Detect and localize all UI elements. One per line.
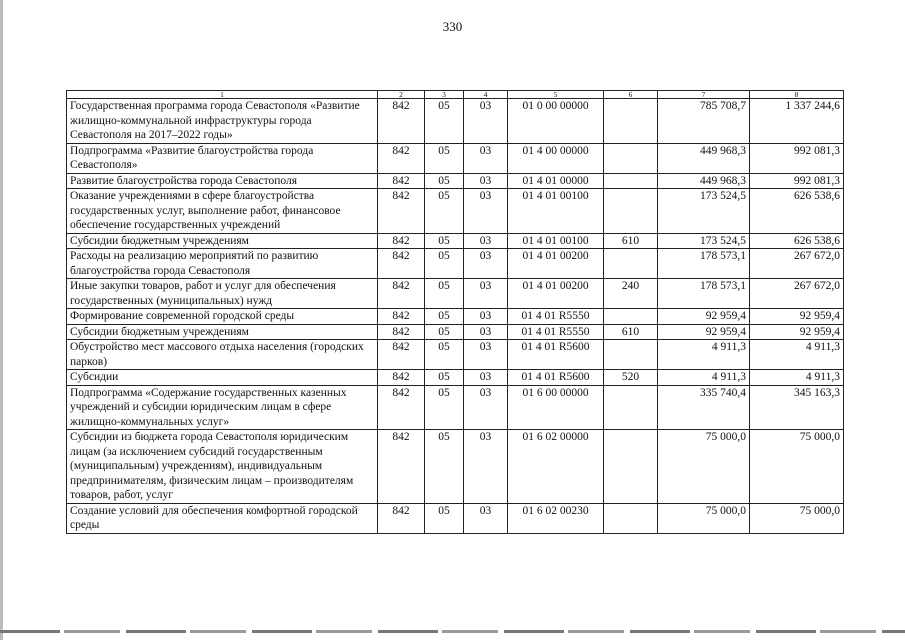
table-row [67, 309, 844, 325]
expense-type-cell [604, 173, 658, 189]
amount-year2-cell: 4 911,3 [750, 340, 844, 370]
section-code-cell: 05 [425, 309, 464, 325]
column-header: 2 [378, 91, 425, 99]
subsection-code-cell: 03 [464, 430, 508, 504]
target-article-cell: 01 4 00 00000 [508, 143, 604, 173]
gr-code-cell: 842 [378, 99, 425, 144]
target-article-cell: 01 4 01 00100 [508, 189, 604, 234]
row-name-cell: Подпрограмма «Содержание государственных казенных учреждений и субсидии юридическим лицам в сфере жилищно-коммунальных услуг» [67, 385, 378, 430]
column-header: 8 [750, 91, 844, 99]
target-article-cell: 01 4 01 R5550 [508, 309, 604, 325]
row-name-cell: Оказание учреждениями в сфере благоустройства государственных услуг, выполнение работ, финансовое обеспечение государственных учреждений [67, 189, 378, 234]
section-code-cell: 05 [425, 233, 464, 249]
gr-code-cell: 842 [378, 189, 425, 234]
row-name-cell: Иные закупки товаров, работ и услуг для обеспечения государственных (муниципальных) нужд [67, 279, 378, 309]
expense-type-cell: 610 [604, 233, 658, 249]
amount-year1-cell: 173 524,5 [658, 233, 750, 249]
expense-type-cell: 520 [604, 370, 658, 386]
target-article-cell: 01 4 01 00100 [508, 233, 604, 249]
subsection-code-cell: 03 [464, 324, 508, 340]
amount-year2-cell: 267 672,0 [750, 249, 844, 279]
target-article-cell: 01 4 01 R5550 [508, 324, 604, 340]
section-code-cell: 05 [425, 173, 464, 189]
subsection-code-cell: 03 [464, 503, 508, 533]
target-article-cell: 01 6 00 00000 [508, 385, 604, 430]
subsection-code-cell: 03 [464, 233, 508, 249]
table-row [67, 385, 844, 430]
subsection-code-cell: 03 [464, 385, 508, 430]
expense-type-cell: 240 [604, 279, 658, 309]
gr-code-cell: 842 [378, 503, 425, 533]
gr-code-cell: 842 [378, 173, 425, 189]
expense-type-cell [604, 309, 658, 325]
amount-year2-cell: 75 000,0 [750, 503, 844, 533]
subsection-code-cell: 03 [464, 143, 508, 173]
row-name-cell: Субсидии [67, 370, 378, 386]
target-article-cell: 01 4 01 R5600 [508, 370, 604, 386]
subsection-code-cell: 03 [464, 173, 508, 189]
table-row [67, 189, 844, 234]
page-number: 330 [442, 19, 463, 34]
table-row [67, 430, 844, 504]
subsection-code-cell: 03 [464, 249, 508, 279]
table-row [67, 324, 844, 340]
expense-type-cell [604, 99, 658, 144]
target-article-cell: 01 4 01 R5600 [508, 340, 604, 370]
gr-code-cell: 842 [378, 370, 425, 386]
row-name-cell: Субсидии из бюджета города Севастополя юридическим лицам (за исключением субсидий государственным (муниципальным) учреждениям), индивидуальным предпринимателям, физическим лицам – производителям товаров, работ, услуг [67, 430, 378, 504]
gr-code-cell: 842 [378, 324, 425, 340]
subsection-code-cell: 03 [464, 309, 508, 325]
amount-year2-cell: 1 337 244,6 [750, 99, 844, 144]
expense-type-cell [604, 503, 658, 533]
section-code-cell: 05 [425, 340, 464, 370]
amount-year2-cell: 92 959,4 [750, 324, 844, 340]
column-header: 3 [425, 91, 464, 99]
gr-code-cell: 842 [378, 430, 425, 504]
amount-year1-cell: 75 000,0 [658, 430, 750, 504]
amount-year1-cell: 785 708,7 [658, 99, 750, 144]
amount-year1-cell: 178 573,1 [658, 249, 750, 279]
table-row [67, 143, 844, 173]
amount-year1-cell: 335 740,4 [658, 385, 750, 430]
amount-year2-cell: 626 538,6 [750, 189, 844, 234]
gr-code-cell: 842 [378, 340, 425, 370]
amount-year2-cell: 4 911,3 [750, 370, 844, 386]
gr-code-cell: 842 [378, 385, 425, 430]
expense-type-cell: 610 [604, 324, 658, 340]
amount-year2-cell: 267 672,0 [750, 279, 844, 309]
amount-year1-cell: 4 911,3 [658, 340, 750, 370]
subsection-code-cell: 03 [464, 189, 508, 234]
section-code-cell: 05 [425, 143, 464, 173]
table-row [67, 233, 844, 249]
subsection-code-cell: 03 [464, 340, 508, 370]
row-name-cell: Создание условий для обеспечения комфортной городской среды [67, 503, 378, 533]
scan-edge [0, 0, 3, 640]
expense-type-cell [604, 385, 658, 430]
target-article-cell: 01 6 02 00000 [508, 430, 604, 504]
gr-code-cell: 842 [378, 249, 425, 279]
amount-year1-cell: 92 959,4 [658, 309, 750, 325]
column-header: 1 [67, 91, 378, 99]
amount-year2-cell: 92 959,4 [750, 309, 844, 325]
amount-year1-cell: 449 968,3 [658, 143, 750, 173]
section-code-cell: 05 [425, 279, 464, 309]
amount-year2-cell: 345 163,3 [750, 385, 844, 430]
column-header: 7 [658, 91, 750, 99]
row-name-cell: Субсидии бюджетным учреждениям [67, 324, 378, 340]
expense-type-cell [604, 249, 658, 279]
table-row [67, 173, 844, 189]
column-header: 4 [464, 91, 508, 99]
target-article-cell: 01 4 01 00000 [508, 173, 604, 189]
subsection-code-cell: 03 [464, 370, 508, 386]
amount-year2-cell: 75 000,0 [750, 430, 844, 504]
target-article-cell: 01 0 00 00000 [508, 99, 604, 144]
table-row [67, 99, 844, 144]
subsection-code-cell: 03 [464, 99, 508, 144]
row-name-cell: Субсидии бюджетным учреждениям [67, 233, 378, 249]
gr-code-cell: 842 [378, 233, 425, 249]
table-row [67, 340, 844, 370]
row-name-cell: Расходы на реализацию мероприятий по развитию благоустройства города Севастополя [67, 249, 378, 279]
row-name-cell: Подпрограмма «Развитие благоустройства города Севастополя» [67, 143, 378, 173]
row-name-cell: Обустройство мест массового отдыха населения (городских парков) [67, 340, 378, 370]
amount-year2-cell: 992 081,3 [750, 143, 844, 173]
gr-code-cell: 842 [378, 143, 425, 173]
table-row [67, 249, 844, 279]
section-code-cell: 05 [425, 249, 464, 279]
amount-year2-cell: 626 538,6 [750, 233, 844, 249]
section-code-cell: 05 [425, 430, 464, 504]
amount-year2-cell: 992 081,3 [750, 173, 844, 189]
expense-type-cell [604, 189, 658, 234]
gr-code-cell: 842 [378, 309, 425, 325]
budget-table [66, 90, 844, 534]
expense-type-cell [604, 143, 658, 173]
amount-year1-cell: 173 524,5 [658, 189, 750, 234]
expense-type-cell [604, 340, 658, 370]
table-row [67, 370, 844, 386]
amount-year1-cell: 92 959,4 [658, 324, 750, 340]
section-code-cell: 05 [425, 370, 464, 386]
row-name-cell: Государственная программа города Севастополя «Развитие жилищно-коммунальной инфраструктуры города Севастополя на 2017–2022 годы» [67, 99, 378, 144]
gr-code-cell: 842 [378, 279, 425, 309]
section-code-cell: 05 [425, 99, 464, 144]
target-article-cell: 01 6 02 00230 [508, 503, 604, 533]
row-name-cell: Формирование современной городской среды [67, 309, 378, 325]
target-article-cell: 01 4 01 00200 [508, 279, 604, 309]
amount-year1-cell: 178 573,1 [658, 279, 750, 309]
expense-type-cell [604, 430, 658, 504]
table-row [67, 503, 844, 533]
amount-year1-cell: 4 911,3 [658, 370, 750, 386]
section-code-cell: 05 [425, 503, 464, 533]
section-code-cell: 05 [425, 324, 464, 340]
subsection-code-cell: 03 [464, 279, 508, 309]
scan-artifact-line [0, 630, 905, 633]
table-row [67, 279, 844, 309]
section-code-cell: 05 [425, 385, 464, 430]
column-number-row [67, 91, 844, 99]
amount-year1-cell: 75 000,0 [658, 503, 750, 533]
amount-year1-cell: 449 968,3 [658, 173, 750, 189]
target-article-cell: 01 4 01 00200 [508, 249, 604, 279]
column-header: 5 [508, 91, 604, 99]
row-name-cell: Развитие благоустройства города Севастополя [67, 173, 378, 189]
column-header: 6 [604, 91, 658, 99]
section-code-cell: 05 [425, 189, 464, 234]
